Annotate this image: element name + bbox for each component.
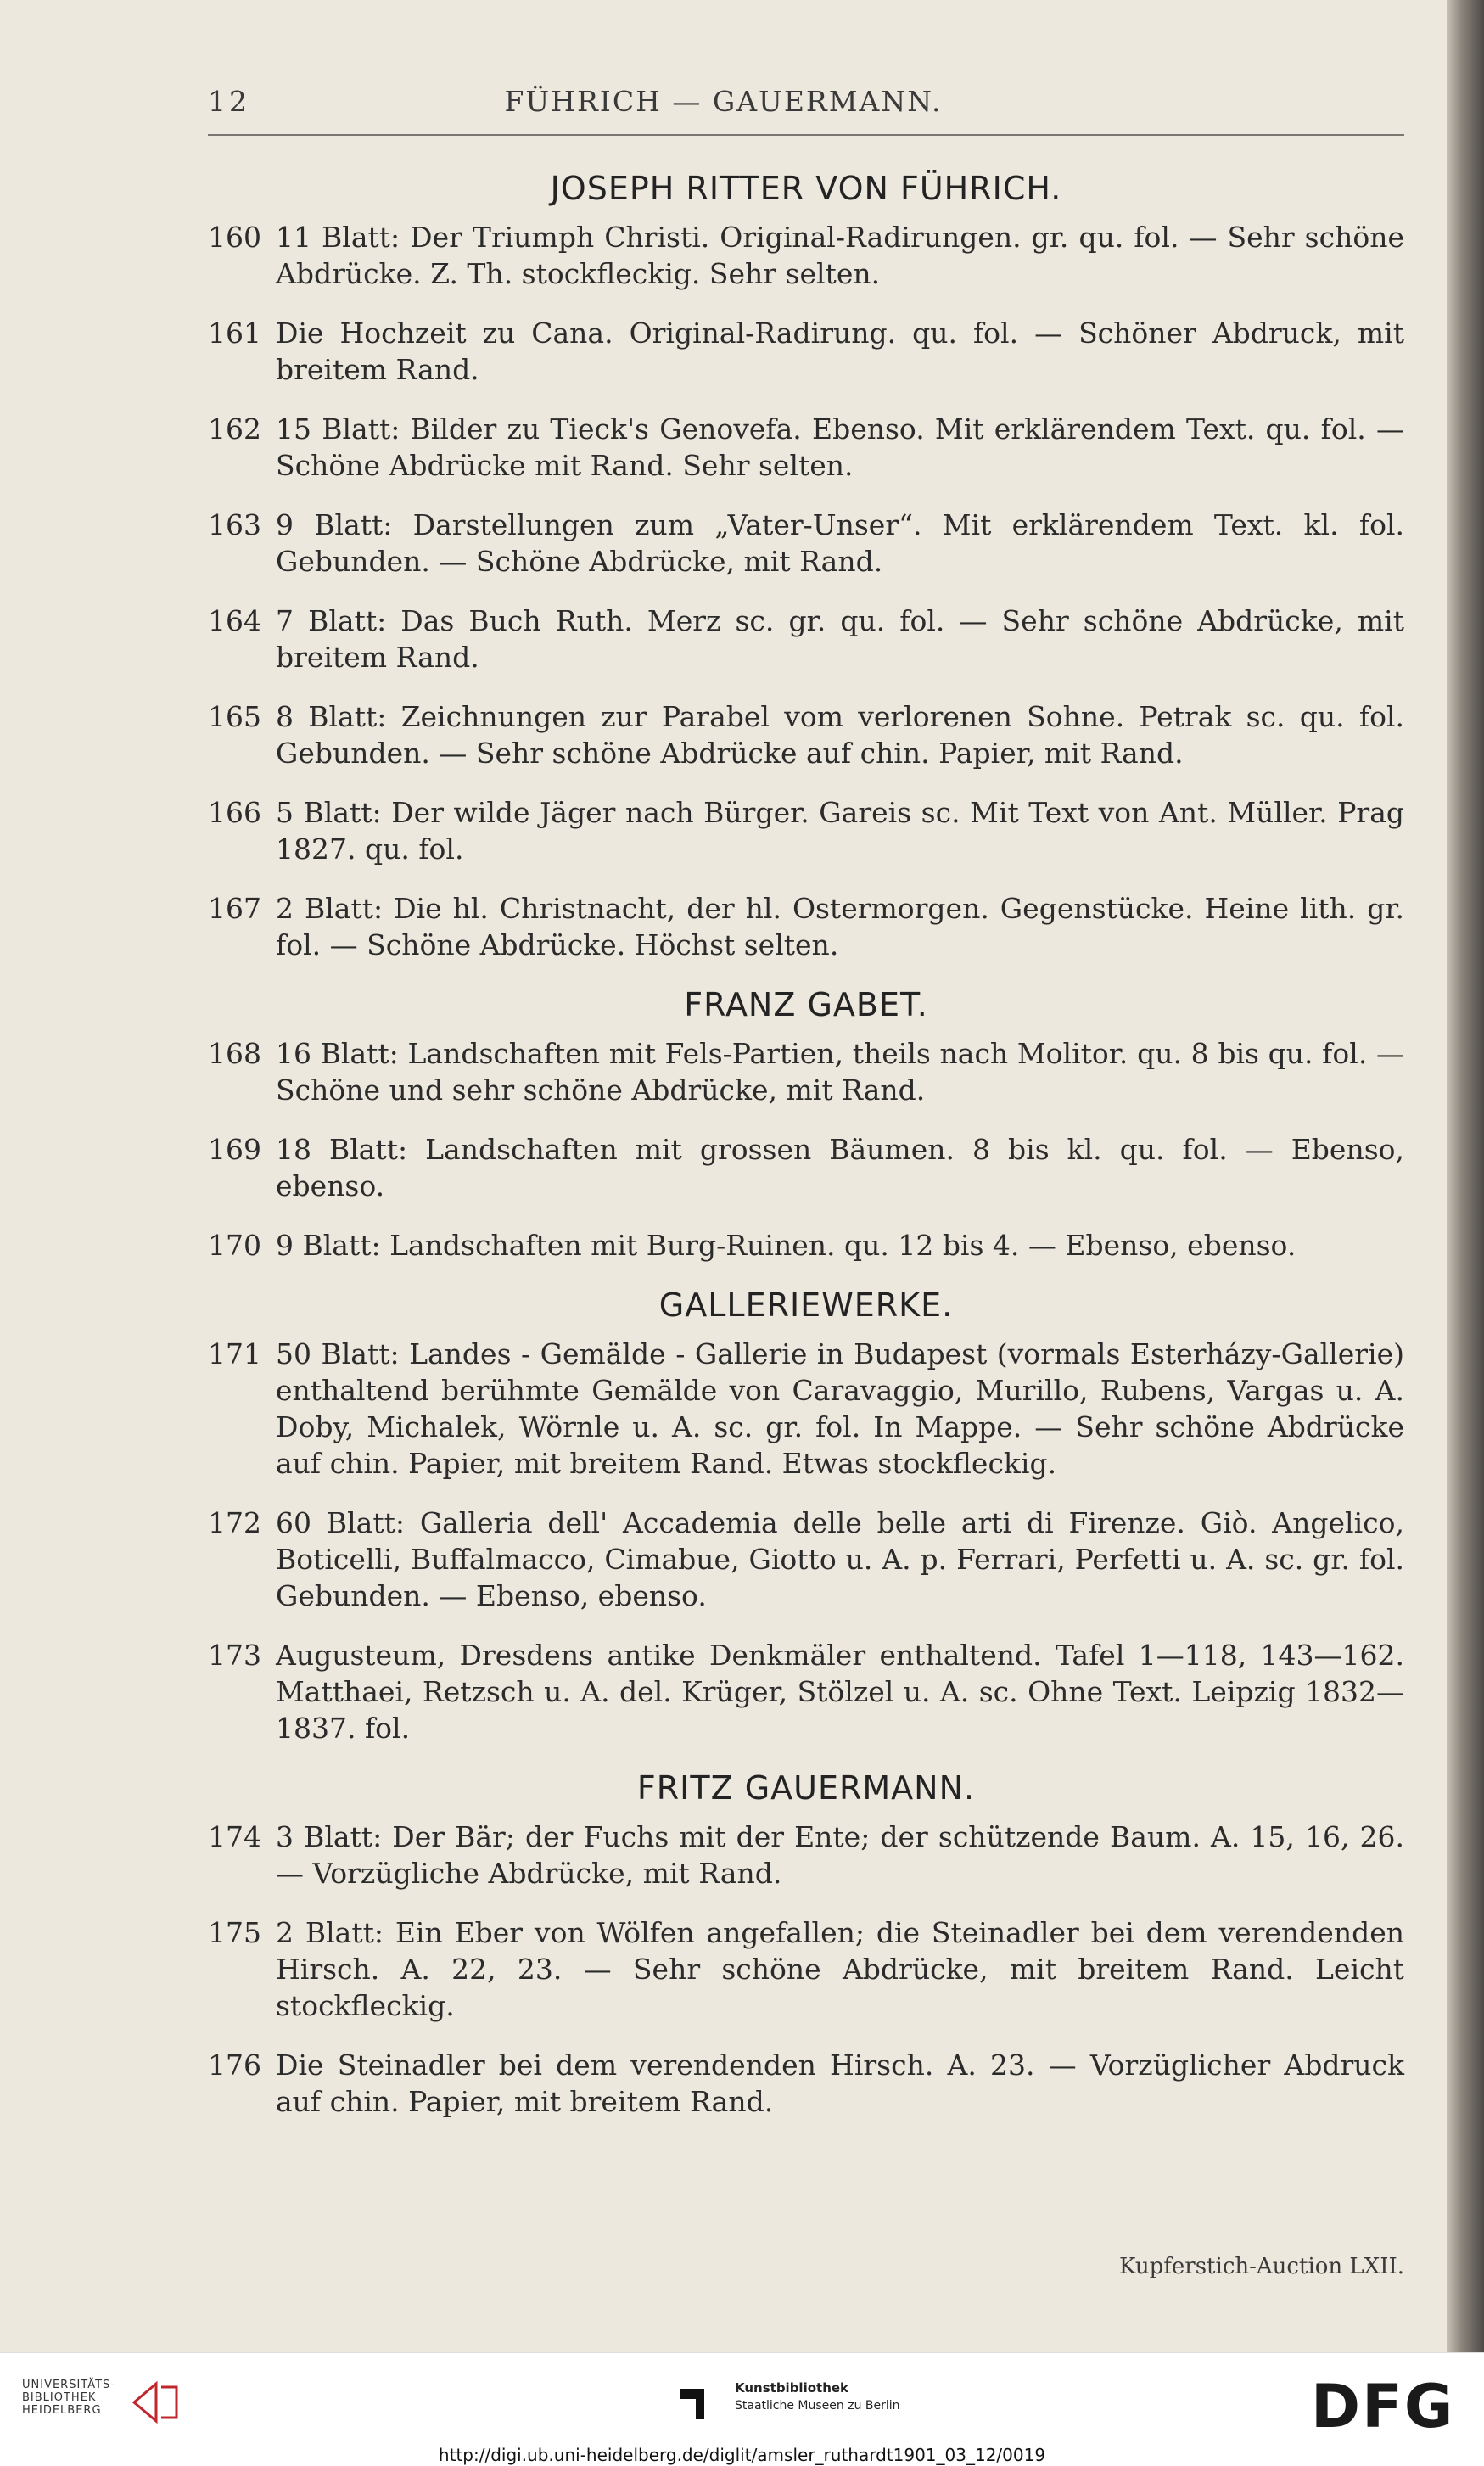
lot-description: 11 Blatt: Der Triumph Christi. Original-Radirungen. gr. qu. fol. — Sehr schöne Abdrücke. Z. Th. stockfleckig. Sehr selten. — [276, 221, 1404, 290]
page-header — [0, 0, 1447, 136]
lot-number: 160 — [208, 221, 261, 254]
catalogue-entry — [208, 1637, 1404, 1746]
running-title: FÜHRICH — GAUERMANN. — [504, 85, 943, 118]
lot-description: 3 Blatt: Der Bär; der Fuchs mit der Ente; der schützende Baum. A. 15, 16, 26. — Vorzügliche Abdrücke, mit Rand. — [276, 1820, 1404, 1890]
lot-number: 162 — [208, 412, 261, 446]
lot-number: 163 — [208, 508, 261, 541]
lot-description: Die Hochzeit zu Cana. Original-Radirung. qu. fol. — Schöner Abdruck, mit breitem Rand. — [276, 317, 1404, 386]
catalogue-entry — [208, 1336, 1404, 1482]
kunstbibliothek-mark-icon — [679, 2380, 723, 2421]
lot-description: 15 Blatt: Bilder zu Tieck's Genovefa. Ebenso. Mit erklärendem Text. qu. fol. — Schöne Abdrücke mit Rand. Sehr selten. — [276, 412, 1404, 482]
kunstbibliothek-subtitle: Staatliche Museen zu Berlin — [735, 2399, 900, 2413]
lot-number: 170 — [208, 1229, 261, 1262]
lot-number: 173 — [208, 1639, 261, 1672]
kunstbibliothek-logo[interactable] — [679, 2377, 933, 2428]
section-title: FRITZ GAUERMANN. — [636, 1769, 976, 1807]
lot-description: 9 Blatt: Landschaften mit Burg-Ruinen. qu. 12 bis 4. — Ebenso, ebenso. — [276, 1229, 1296, 1262]
lot-number: 172 — [208, 1506, 261, 1539]
lot-description: 5 Blatt: Der wilde Jäger nach Bürger. Gareis sc. Mit Text von Ant. Müller. Prag 1827. qu. fol. — [276, 796, 1404, 866]
catalogue-entry — [208, 1227, 1404, 1264]
catalogue-entry — [208, 602, 1404, 675]
lot-number: 165 — [208, 700, 261, 733]
catalogue-entry — [208, 1914, 1404, 2024]
dfg-logo[interactable]: DFG — [1311, 2372, 1455, 2441]
lot-description: Augusteum, Dresdens antike Denkmäler enthaltend. Tafel 1—118, 143—162. Matthaei, Retzsch u. A. del. Krüger, Stölzel u. A. sc. Ohne Text. Leipzig 1832—1837. fol. — [276, 1639, 1404, 1745]
catalogue-entry — [208, 1035, 1404, 1108]
catalogue-entry — [208, 890, 1404, 963]
header-rule — [208, 134, 1404, 136]
lot-number: 174 — [208, 1820, 261, 1853]
library-line: BIBLIOTHEK — [22, 2391, 97, 2404]
lot-number: 175 — [208, 1916, 261, 1949]
lot-description: 16 Blatt: Landschaften mit Fels-Partien, theils nach Molitor. qu. 8 bis qu. fol. — Schöne und sehr schöne Abdrücke, mit Rand. — [276, 1037, 1404, 1107]
lot-number: 164 — [208, 604, 261, 637]
lot-description: 2 Blatt: Ein Eber von Wölfen angefallen; die Steinadler bei dem verendenden Hirsch. A. 22, 23. — Sehr schöne Abdrücke, mit breitem Rand. Leicht stockfleckig. — [276, 1916, 1404, 2022]
lot-number: 167 — [208, 892, 261, 925]
page-number: 12 — [208, 85, 250, 118]
lot-description: 8 Blatt: Zeichnungen zur Parabel vom verlorenen Sohne. Petrak sc. qu. fol. Gebunden. — Sehr schöne Abdrücke auf chin. Papier, mit Rand. — [276, 700, 1404, 770]
lot-description: 18 Blatt: Landschaften mit grossen Bäumen. 8 bis kl. qu. fol. — Ebenso, ebenso. — [276, 1133, 1404, 1202]
lot-number: 171 — [208, 1337, 261, 1370]
lot-number: 176 — [208, 2048, 261, 2082]
digitization-footer — [0, 2352, 1484, 2466]
source-url-link[interactable]: http://digi.ub.uni-heidelberg.de/diglit/amsler_ruthardt1901_03_12/0019 — [438, 2445, 1046, 2465]
section-title: FRANZ GABET. — [684, 986, 928, 1023]
kunstbibliothek-name: Kunstbibliothek — [735, 2380, 849, 2396]
lot-description: Die Steinadler bei dem verendenden Hirsch. A. 23. — Vorzüglicher Abdruck auf chin. Papier, mit breitem Rand. — [276, 2048, 1404, 2118]
lot-description: 7 Blatt: Das Buch Ruth. Merz sc. gr. qu. fol. — Sehr schöne Abdrücke, mit breitem Rand. — [276, 604, 1404, 674]
catalogue-entry — [208, 698, 1404, 771]
section-title: JOSEPH RITTER VON FÜHRICH. — [550, 170, 1062, 207]
lot-description: 60 Blatt: Galleria dell' Accademia delle belle arti di Firenze. Giò. Angelico, Boticelli, Buffalmacco, Cimabue, Giotto u. A. p. Ferrari, Perfetti u. A. sc. gr. fol. Gebunden. — Ebenso, ebenso. — [276, 1506, 1404, 1612]
lot-number: 169 — [208, 1133, 261, 1166]
catalogue-entry — [208, 1505, 1404, 1614]
library-line: UNIVERSITÄTS- — [22, 2379, 115, 2391]
library-emblem-icon — [127, 2379, 187, 2426]
catalogue-entry — [208, 315, 1404, 388]
catalogue-entry — [208, 794, 1404, 867]
library-line: HEIDELBERG — [22, 2404, 102, 2417]
catalogue-entry — [208, 411, 1404, 484]
catalogue-entry — [208, 219, 1404, 292]
footer-signature: Kupferstich-Auction LXII. — [1119, 2254, 1404, 2279]
lot-number: 161 — [208, 317, 261, 350]
catalogue-content — [0, 170, 1447, 2143]
catalogue-entry — [208, 1131, 1404, 1204]
catalogue-entry — [208, 2047, 1404, 2120]
catalogue-entry — [208, 507, 1404, 580]
lot-number: 166 — [208, 796, 261, 829]
lot-description: 9 Blatt: Darstellungen zum „Vater-Unser“. Mit erklärendem Text. kl. fol. Gebunden. — Schöne Abdrücke, mit Rand. — [276, 508, 1404, 578]
section-title: GALLERIEWERKE. — [658, 1286, 954, 1324]
lot-description: 2 Blatt: Die hl. Christnacht, der hl. Ostermorgen. Gegenstücke. Heine lith. gr. fol. — Schöne Abdrücke. Höchst selten. — [276, 892, 1404, 961]
lot-description: 50 Blatt: Landes - Gemälde - Gallerie in Budapest (vormals Esterházy-Gallerie) enthaltend berühmte Gemälde von Caravaggio, Murillo, Rubens, Vargas u. A. Doby, Michalek, Wörnle u. A. sc. gr. fol. In Mappe. — Sehr schöne Abdrücke auf chin. Papier, mit breitem Rand. Etwas stockfleckig. — [276, 1337, 1404, 1480]
book-spine-shadow — [1447, 0, 1484, 2352]
lot-number: 168 — [208, 1037, 261, 1070]
catalogue-entry — [208, 1819, 1404, 1892]
